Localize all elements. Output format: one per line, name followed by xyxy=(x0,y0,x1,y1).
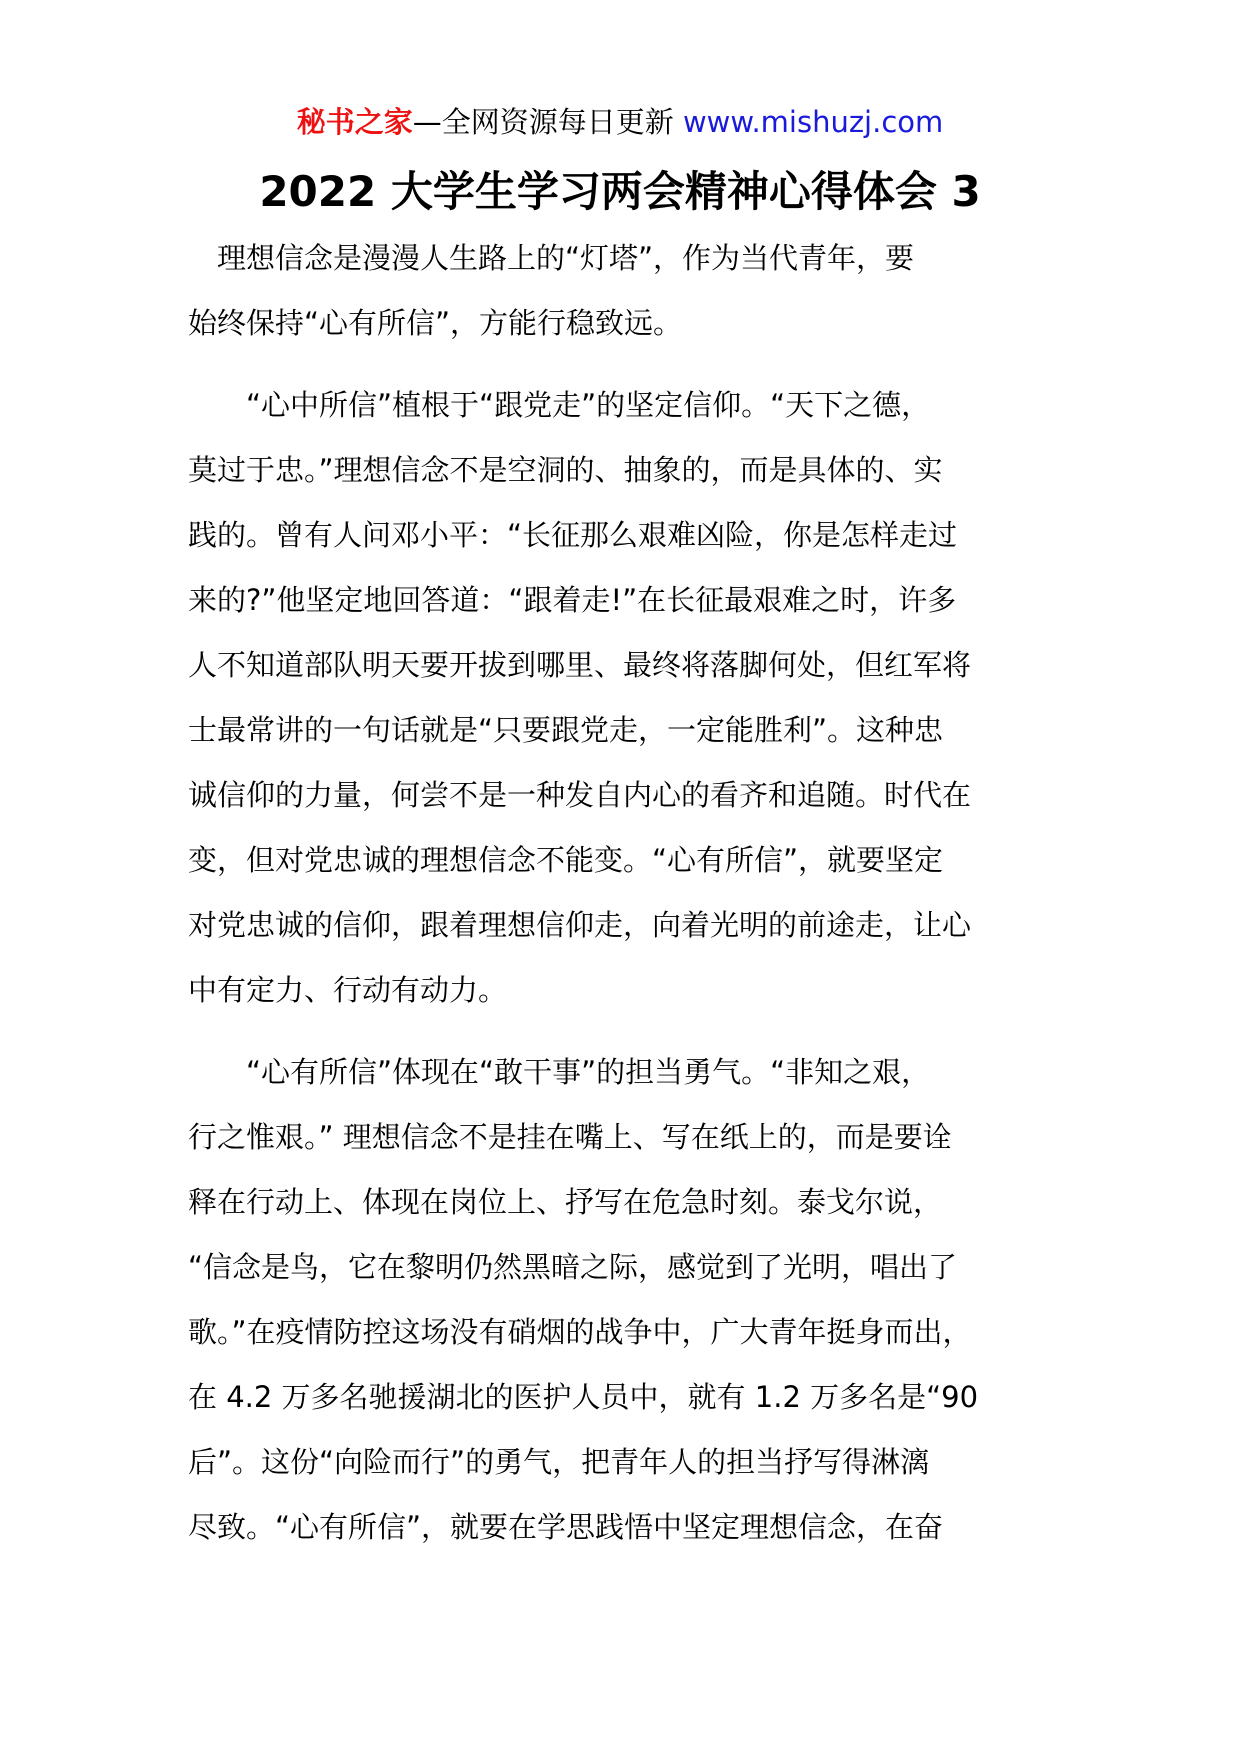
site-url-link[interactable]: www.mishuzj.com xyxy=(682,105,944,139)
text-line: 始终保持“心有所信”，方能行稳致远。 xyxy=(188,306,683,340)
text-line: 士最常讲的一句话就是“只要跟党走，一定能胜利”。这种忠 xyxy=(188,713,944,747)
text-line: 理想信念是漫漫人生路上的“灯塔”，作为当代青年，要 xyxy=(188,241,915,275)
text-line: 践的。曾有人问邓小平：“长征那么艰难凶险，你是怎样走过 xyxy=(188,518,958,552)
text-line: “心中所信”植根于“跟党走”的坚定信仰。“天下之德， xyxy=(188,388,931,422)
text-line: 行之惟艰。” 理想信念不是挂在嘴上、写在纸上的，而是要诠 xyxy=(188,1120,952,1154)
text-line: “心有所信”体现在“敢干事”的担当勇气。“非知之艰， xyxy=(188,1055,931,1089)
text-line: 人不知道部队明天要开拔到哪里、最终将落脚何处，但红军将 xyxy=(188,648,972,682)
text-line: 莫过于忠。”理想信念不是空洞的、抽象的，而是具体的、实 xyxy=(188,453,943,487)
text-line: 歌。”在疫情防控这场没有硝烟的战争中，广大青年挺身而出， xyxy=(188,1315,972,1349)
document-title: 2022 大学生学习两会精神心得体会 3 xyxy=(259,167,981,216)
site-header xyxy=(0,100,1240,144)
text-line: 对党忠诚的信仰，跟着理想信仰走，向着光明的前途走，让心 xyxy=(188,908,972,942)
text-line: 来的?”他坚定地回答道：“跟着走!”在长征最艰难之时，许多 xyxy=(188,583,957,617)
text-line: “信念是鸟，它在黎明仍然黑暗之际，感觉到了光明，唱出了 xyxy=(188,1250,958,1284)
text-line: 在 4.2 万多名驰援湖北的医护人员中，就有 1.2 万多名是“90 xyxy=(188,1380,979,1414)
text-line: 尽致。“心有所信”，就要在学思践悟中坚定理想信念，在奋 xyxy=(188,1510,944,1544)
site-tagline: —全网资源每日更新 xyxy=(412,105,674,139)
text-line: 中有定力、行动有动力。 xyxy=(188,973,508,1007)
text-line: 后”。这份“向险而行”的勇气，把青年人的担当抒写得淋漓 xyxy=(188,1445,930,1479)
document-body xyxy=(188,228,1068,1562)
site-brand: 秘书之家 xyxy=(296,105,413,139)
text-line: 变，但对党忠诚的理想信念不能变。“心有所信”，就要坚定 xyxy=(188,843,944,877)
text-line: 诚信仰的力量，何尝不是一种发自内心的看齐和追随。时代在 xyxy=(188,778,972,812)
text-line: 释在行动上、体现在岗位上、抒写在危急时刻。泰戈尔说， xyxy=(188,1185,943,1219)
